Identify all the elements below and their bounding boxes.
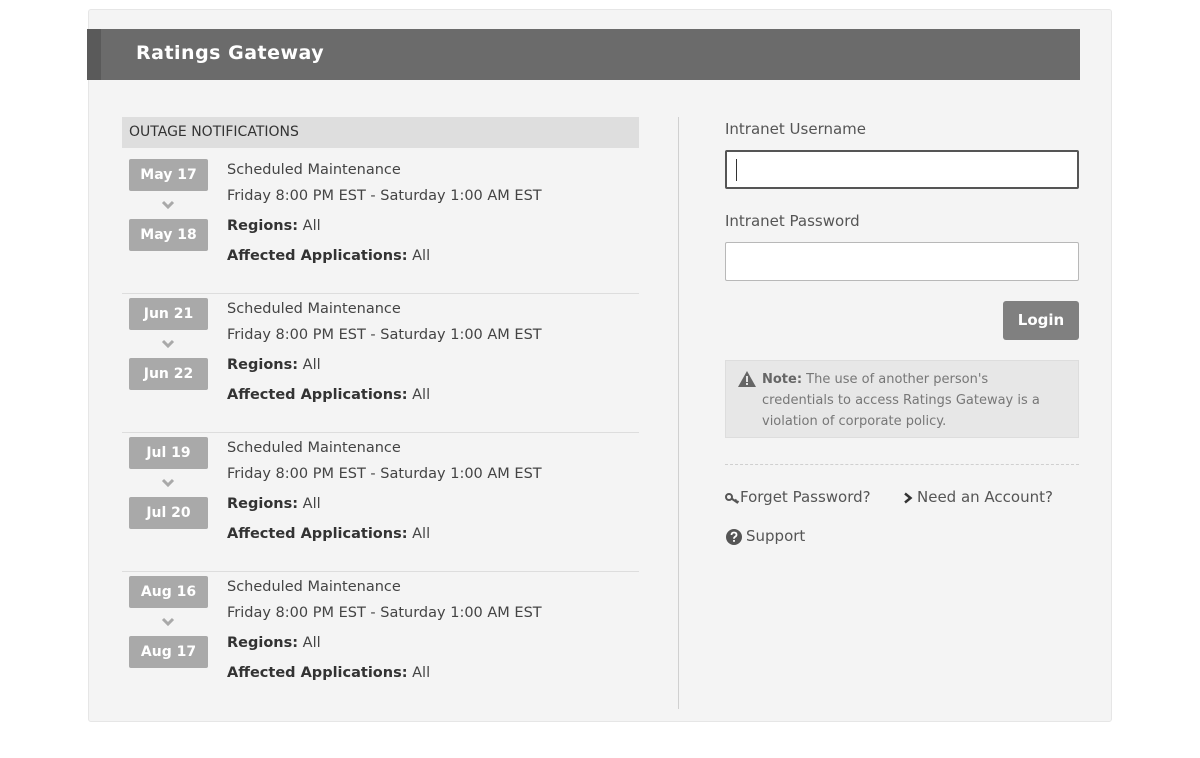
username-label: Intranet Username — [725, 120, 867, 138]
app-header — [87, 29, 1080, 80]
support-label: Support — [746, 527, 806, 545]
text-caret — [736, 159, 737, 181]
outage-apps — [227, 248, 430, 264]
apps-label: Affected Applications: — [227, 387, 408, 403]
outage-start-date: Jul 19 — [129, 437, 208, 469]
outage-start-date: Jun 21 — [129, 298, 208, 330]
apps-value: All — [407, 248, 431, 264]
outage-item — [122, 572, 639, 711]
chevron-right-icon — [902, 492, 914, 504]
note-label: Note: — [762, 372, 803, 387]
outage-notifications-heading: OUTAGE NOTIFICATIONS — [122, 117, 639, 148]
chevron-down-icon — [160, 198, 176, 212]
outage-title: Scheduled Maintenance — [227, 440, 401, 456]
chevron-down-icon — [160, 337, 176, 351]
chevron-down-icon — [160, 615, 176, 629]
outage-regions — [227, 357, 321, 373]
outage-time: Friday 8:00 PM EST - Saturday 1:00 AM EST — [227, 605, 542, 621]
outage-time: Friday 8:00 PM EST - Saturday 1:00 AM EST — [227, 327, 542, 343]
app-title: Ratings Gateway — [136, 42, 325, 64]
forget-password-label: Forget Password? — [740, 488, 871, 506]
outage-item — [122, 433, 639, 572]
chevron-down-icon — [160, 476, 176, 490]
support-link[interactable] — [725, 527, 805, 546]
login-button[interactable]: Login — [1003, 301, 1079, 340]
apps-value: All — [407, 526, 431, 542]
password-input[interactable] — [725, 242, 1079, 281]
forget-password-link[interactable] — [725, 488, 871, 506]
regions-label: Regions: — [227, 357, 299, 373]
regions-value: All — [298, 635, 321, 651]
outage-end-date: Jul 20 — [129, 497, 208, 529]
outage-start-date: Aug 16 — [129, 576, 208, 608]
outage-title: Scheduled Maintenance — [227, 579, 401, 595]
need-account-label: Need an Account? — [917, 488, 1053, 506]
warning-icon — [737, 370, 757, 388]
outage-item — [122, 294, 639, 433]
column-divider — [678, 117, 679, 709]
outage-apps — [227, 665, 430, 681]
apps-label: Affected Applications: — [227, 526, 408, 542]
regions-label: Regions: — [227, 635, 299, 651]
key-icon — [725, 492, 740, 504]
outage-time: Friday 8:00 PM EST - Saturday 1:00 AM EST — [227, 188, 542, 204]
username-input[interactable] — [725, 150, 1079, 189]
need-account-link[interactable] — [902, 488, 1053, 506]
outage-end-date: Jun 22 — [129, 358, 208, 390]
outage-end-date: May 18 — [129, 219, 208, 251]
password-label: Intranet Password — [725, 212, 860, 230]
note-text — [762, 369, 1062, 432]
regions-value: All — [298, 218, 321, 234]
outage-title: Scheduled Maintenance — [227, 301, 401, 317]
outage-regions — [227, 496, 321, 512]
apps-label: Affected Applications: — [227, 665, 408, 681]
outage-regions — [227, 218, 321, 234]
outage-time: Friday 8:00 PM EST - Saturday 1:00 AM EST — [227, 466, 542, 482]
apps-value: All — [407, 387, 431, 403]
regions-label: Regions: — [227, 218, 299, 234]
note-body: The use of another person's credentials to access Ratings Gateway is a violation of corporate policy. — [762, 372, 1040, 429]
outage-end-date: Aug 17 — [129, 636, 208, 668]
outage-regions — [227, 635, 321, 651]
outage-item — [122, 155, 639, 294]
dashed-divider — [725, 464, 1079, 465]
outage-start-date: May 17 — [129, 159, 208, 191]
policy-note — [725, 360, 1079, 438]
outage-apps — [227, 526, 430, 542]
apps-value: All — [407, 665, 431, 681]
apps-label: Affected Applications: — [227, 248, 408, 264]
regions-value: All — [298, 357, 321, 373]
outage-apps — [227, 387, 430, 403]
question-circle-icon — [725, 528, 743, 546]
outage-title: Scheduled Maintenance — [227, 162, 401, 178]
regions-label: Regions: — [227, 496, 299, 512]
regions-value: All — [298, 496, 321, 512]
